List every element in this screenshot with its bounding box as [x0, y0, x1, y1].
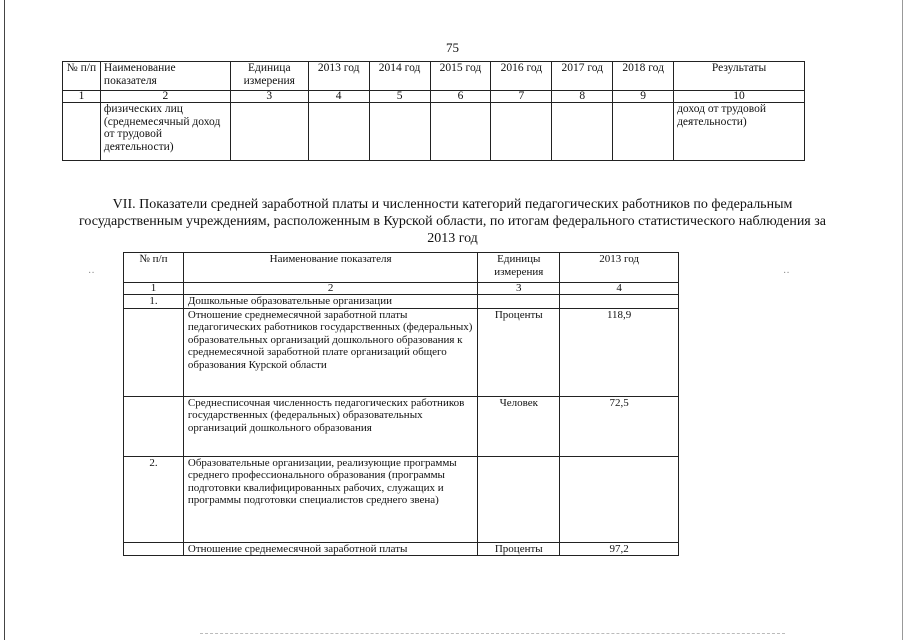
- header-cell: Наименование показателя: [100, 62, 230, 91]
- page-number: 75: [446, 40, 459, 55]
- index-cell: 2: [100, 91, 230, 103]
- index-cell: 2: [183, 283, 477, 295]
- row-number: [124, 542, 184, 556]
- table2-header-row: [124, 253, 679, 283]
- index-cell: 9: [613, 91, 674, 103]
- header-cell: № п/п: [124, 253, 184, 283]
- table-row: [124, 456, 679, 542]
- table-row: [63, 103, 805, 161]
- value-cell: 97,2: [560, 542, 679, 556]
- page-edge-right: [902, 0, 903, 640]
- index-cell: 8: [552, 91, 613, 103]
- row-number: 1.: [124, 295, 184, 309]
- index-cell: 5: [369, 91, 430, 103]
- unit-cell: [478, 295, 560, 309]
- header-cell: Единицы измерения: [478, 253, 560, 283]
- result-cell: доход от трудовой деятельности): [674, 103, 805, 161]
- table2-index-row: [124, 283, 679, 295]
- value-cell: 72,5: [560, 396, 679, 456]
- header-cell: 2013 год: [308, 62, 369, 91]
- header-cell: 2017 год: [552, 62, 613, 91]
- index-cell: 3: [478, 283, 560, 295]
- header-cell: 2016 год: [491, 62, 552, 91]
- indicator-name: физических лиц (среднемесячный доход от трудовой деятельности): [100, 103, 230, 161]
- page-edge-left: [4, 0, 5, 640]
- scan-dots: ··: [783, 268, 790, 279]
- header-cell: 2014 год: [369, 62, 430, 91]
- header-cell: 2018 год: [613, 62, 674, 91]
- index-cell: 1: [124, 283, 184, 295]
- scan-artifact: [200, 633, 785, 635]
- table-row: [124, 542, 679, 556]
- unit-cell: Проценты: [478, 308, 560, 396]
- index-cell: 3: [230, 91, 308, 103]
- row-number: [124, 308, 184, 396]
- index-cell: 4: [308, 91, 369, 103]
- index-cell: 6: [430, 91, 491, 103]
- header-cell: 2015 год: [430, 62, 491, 91]
- indicator-name: Дошкольные образовательные организации: [183, 295, 477, 309]
- indicators-table-continued: [62, 61, 805, 161]
- index-cell: 4: [560, 283, 679, 295]
- unit-cell: [478, 456, 560, 542]
- value-cell: [560, 456, 679, 542]
- row-number: 2.: [124, 456, 184, 542]
- table-row: [124, 295, 679, 309]
- header-cell: Наименование показателя: [183, 253, 477, 283]
- indicator-name: Среднесписочная численность педагогических работников государственных (федеральных) образовательных организаций дошкольного образования: [183, 396, 477, 456]
- header-cell: 2013 год: [560, 253, 679, 283]
- header-cell: № п/п: [63, 62, 101, 91]
- unit-cell: Проценты: [478, 542, 560, 556]
- index-cell: 10: [674, 91, 805, 103]
- header-cell: Единица измерения: [230, 62, 308, 91]
- table-row: [124, 396, 679, 456]
- indicator-name: Образовательные организации, реализующие программы среднего профессионального образования (программы подготовки квалифицированных рабочих, служащих и программы подготовки специалистов среднего звена): [183, 456, 477, 542]
- index-cell: 7: [491, 91, 552, 103]
- value-cell: 118,9: [560, 308, 679, 396]
- indicator-name: Отношение среднемесячной заработной платы: [183, 542, 477, 556]
- indicator-name: Отношение среднемесячной заработной платы педагогических работников государственных (федеральных) образовательных организаций дошкольного образования к среднемесячной заработной плате организаций общего образования Курской области: [183, 308, 477, 396]
- table1-header-row: [63, 62, 805, 91]
- section-title: VII. Показатели средней заработной платы и численности категорий педагогических работников по федеральным государственным учреждениям, расположенным в Курской области, по итогам федерального статистического наблюдения за 2013 год: [79, 197, 826, 246]
- index-cell: 1: [63, 91, 101, 103]
- teacher-salary-table: [123, 252, 679, 556]
- table1-index-row: [63, 91, 805, 103]
- value-cell: [560, 295, 679, 309]
- header-cell: Результаты: [674, 62, 805, 91]
- table-row: [124, 308, 679, 396]
- unit-cell: Человек: [478, 396, 560, 456]
- scan-dots: ··: [88, 268, 95, 279]
- row-number: [124, 396, 184, 456]
